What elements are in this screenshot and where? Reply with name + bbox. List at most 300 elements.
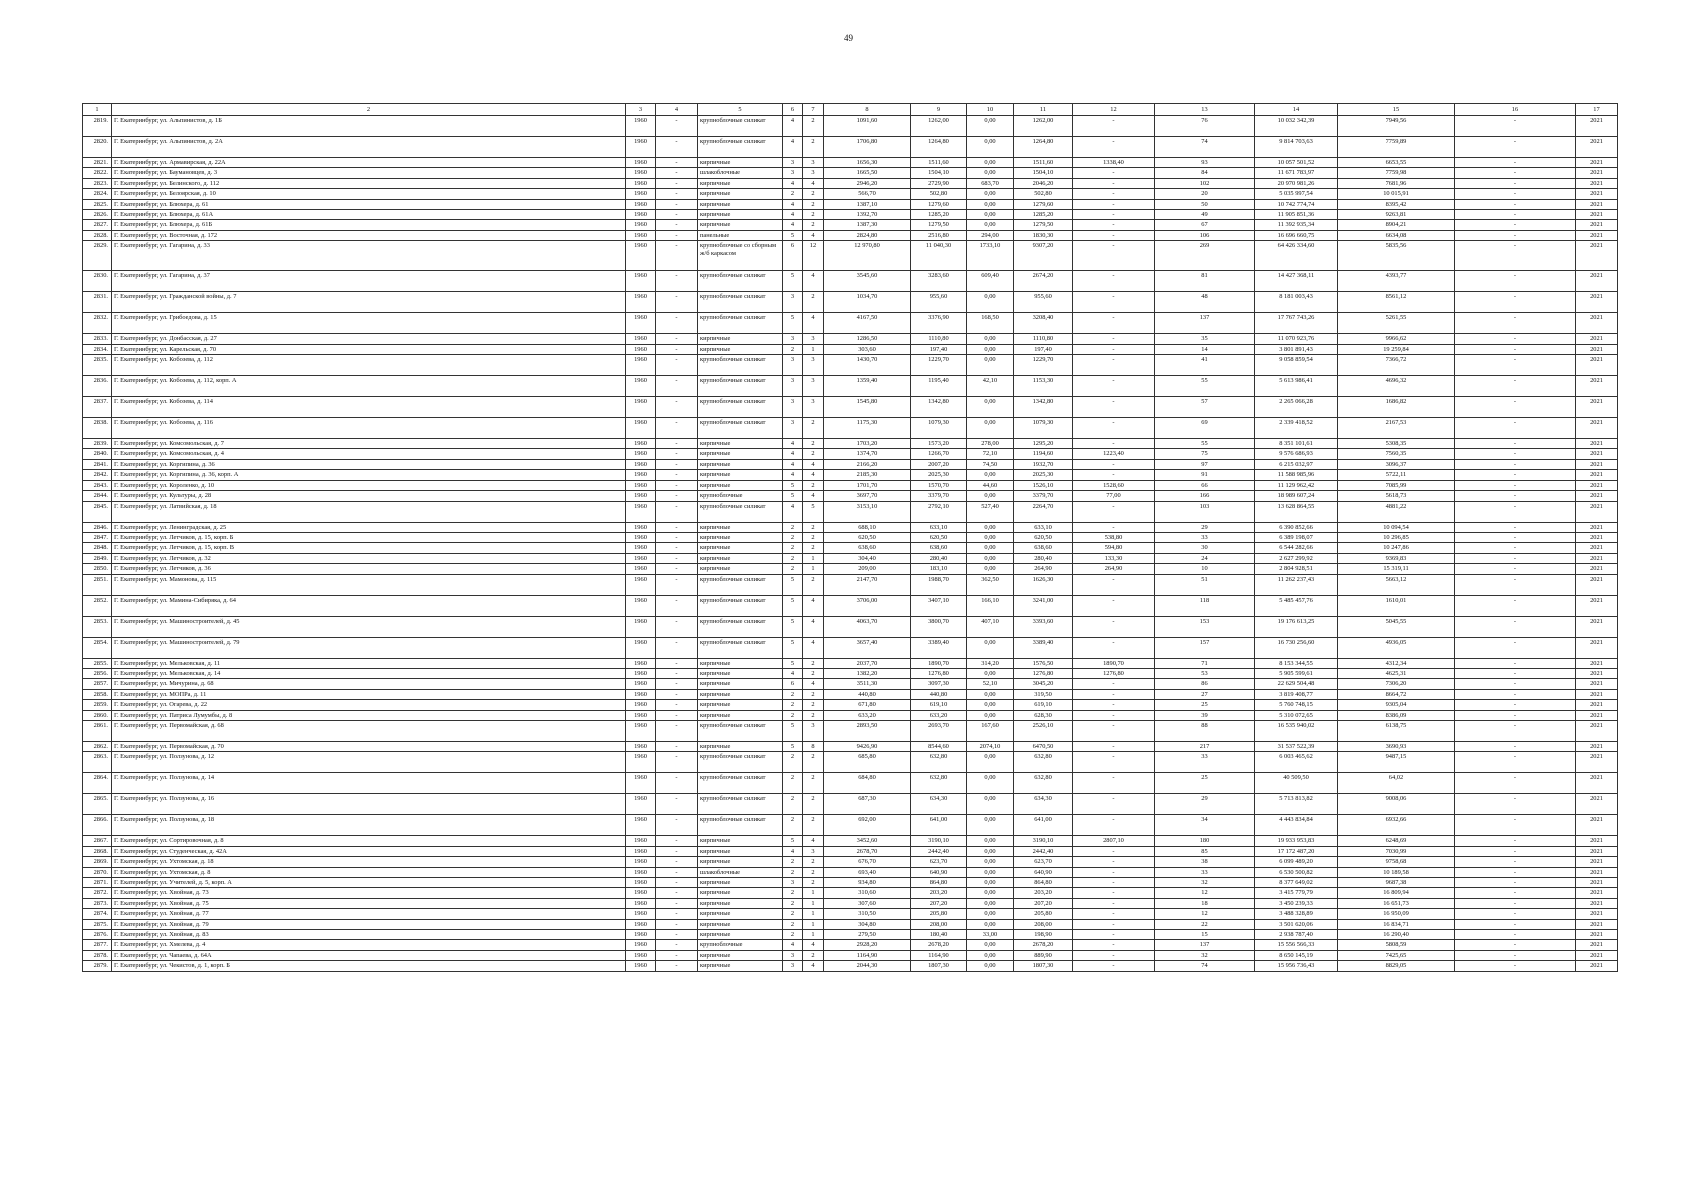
non-residential-area-cell: 609,40 [967, 271, 1014, 292]
unit-cost-cell: 9966,62 [1338, 334, 1455, 344]
total-area-cell: 2678,70 [824, 846, 911, 856]
residents-cell: 38 [1155, 857, 1255, 867]
address-cell: Г. Екатеринбург, ул. Ползунова, д. 12 [112, 752, 626, 773]
total-area-cell: 2185,30 [824, 470, 911, 480]
address-cell: Г. Екатеринбург, ул. Летчиков, д. 32 [112, 553, 626, 563]
wall-material-cell: кирпичные [698, 480, 783, 490]
row-number: 2854. [83, 637, 112, 658]
year-built-cell: 1960 [626, 116, 656, 137]
wall-material-cell: крупноблочные силикат [698, 418, 783, 439]
municipal-area-cell: - [1073, 313, 1155, 334]
year-commissioned-cell: - [656, 491, 698, 501]
repair-cost-cell: 8 153 344,55 [1255, 658, 1338, 668]
residents-cell: 33 [1155, 532, 1255, 542]
address-cell: Г. Екатеринбург, ул. Сортировочная, д. 8 [112, 836, 626, 846]
total-area-cell: 638,60 [824, 543, 911, 553]
municipal-area-cell: - [1073, 595, 1155, 616]
municipal-area-cell: - [1073, 241, 1155, 271]
repair-cost-cell: 11 392 935,34 [1255, 220, 1338, 230]
year-built-cell: 1960 [626, 846, 656, 856]
table-row [83, 637, 1618, 658]
max-cost-cell: - [1455, 158, 1576, 168]
address-cell: Г. Екатеринбург, ул. Кобозева, д. 112, корп. А [112, 376, 626, 397]
wall-material-cell: шлакоблочные [698, 867, 783, 877]
municipal-area-cell: - [1073, 888, 1155, 898]
premises-area-cell: 619,10 [911, 700, 967, 710]
entrances-cell: 2 [803, 210, 824, 220]
residents-cell: 29 [1155, 794, 1255, 815]
unit-cost-cell: 16 290,40 [1338, 930, 1455, 940]
year-built-cell: 1960 [626, 376, 656, 397]
address-cell: Г. Екатеринбург, ул. Мамонова, д. 115 [112, 574, 626, 595]
max-cost-cell: - [1455, 491, 1576, 501]
premises-area-cell: 183,10 [911, 564, 967, 574]
residential-area-cell: 1807,30 [1014, 961, 1073, 971]
row-number: 2867. [83, 836, 112, 846]
entrances-cell: 2 [803, 794, 824, 815]
premises-area-cell: 2678,20 [911, 940, 967, 950]
premises-area-cell: 1266,70 [911, 449, 967, 459]
residents-cell: 217 [1155, 741, 1255, 751]
planned-year-cell: 2021 [1576, 271, 1618, 292]
non-residential-area-cell: 0,00 [967, 815, 1014, 836]
municipal-area-cell: - [1073, 909, 1155, 919]
table-row [83, 919, 1618, 929]
year-built-cell: 1960 [626, 168, 656, 178]
residents-cell: 84 [1155, 168, 1255, 178]
municipal-area-cell: - [1073, 397, 1155, 418]
residents-cell: 14 [1155, 344, 1255, 354]
planned-year-cell: 2021 [1576, 574, 1618, 595]
table-row [83, 720, 1618, 741]
repair-cost-cell: 3 501 620,06 [1255, 919, 1338, 929]
wall-material-cell: кирпичные [698, 689, 783, 699]
residential-area-cell: 640,90 [1014, 867, 1073, 877]
max-cost-cell: - [1455, 689, 1576, 699]
entrances-cell: 5 [803, 501, 824, 522]
floors-cell: 2 [783, 564, 803, 574]
premises-area-cell: 8544,60 [911, 741, 967, 751]
max-cost-cell: - [1455, 950, 1576, 960]
residents-cell: 86 [1155, 679, 1255, 689]
address-cell: Г. Екатеринбург, ул. Кобозева, д. 114 [112, 397, 626, 418]
planned-year-cell: 2021 [1576, 720, 1618, 741]
total-area-cell: 4167,50 [824, 313, 911, 334]
row-number: 2847. [83, 532, 112, 542]
repair-cost-cell: 17 767 743,26 [1255, 313, 1338, 334]
planned-year-cell: 2021 [1576, 930, 1618, 940]
entrances-cell: 3 [803, 334, 824, 344]
column-header: 8 [824, 104, 911, 116]
column-header: 9 [911, 104, 967, 116]
year-commissioned-cell: - [656, 418, 698, 439]
repair-cost-cell: 10 742 774,74 [1255, 199, 1338, 209]
address-cell: Г. Екатеринбург, ул. Короленко, д. 10 [112, 480, 626, 490]
repair-cost-cell: 10 032 342,39 [1255, 116, 1338, 137]
max-cost-cell: - [1455, 292, 1576, 313]
non-residential-area-cell: 0,00 [967, 210, 1014, 220]
municipal-area-cell: - [1073, 501, 1155, 522]
residents-cell: 39 [1155, 710, 1255, 720]
max-cost-cell: - [1455, 961, 1576, 971]
repair-cost-cell: 5 310 072,65 [1255, 710, 1338, 720]
residential-area-cell: 1285,20 [1014, 210, 1073, 220]
non-residential-area-cell: 0,00 [967, 710, 1014, 720]
entrances-cell: 1 [803, 909, 824, 919]
premises-area-cell: 1195,40 [911, 376, 967, 397]
address-cell: Г. Екатеринбург, ул. Ползунова, д. 14 [112, 773, 626, 794]
row-number: 2860. [83, 710, 112, 720]
year-commissioned-cell: - [656, 752, 698, 773]
planned-year-cell: 2021 [1576, 815, 1618, 836]
residential-area-cell: 632,80 [1014, 773, 1073, 794]
municipal-area-cell: - [1073, 857, 1155, 867]
premises-area-cell: 3389,40 [911, 637, 967, 658]
wall-material-cell: кирпичные [698, 532, 783, 542]
premises-area-cell: 205,80 [911, 909, 967, 919]
total-area-cell: 1034,70 [824, 292, 911, 313]
planned-year-cell: 2021 [1576, 888, 1618, 898]
row-number: 2844. [83, 491, 112, 501]
floors-cell: 2 [783, 553, 803, 563]
repair-cost-cell: 3 801 891,43 [1255, 344, 1338, 354]
municipal-area-cell: - [1073, 470, 1155, 480]
address-cell: Г. Екатеринбург, ул. Мамина-Сибиряка, д. 64 [112, 595, 626, 616]
residential-area-cell: 619,10 [1014, 700, 1073, 710]
max-cost-cell: - [1455, 940, 1576, 950]
premises-area-cell: 1570,70 [911, 480, 967, 490]
residents-cell: 32 [1155, 950, 1255, 960]
address-cell: Г. Екатеринбург, ул. Альпинистов, д. 2А [112, 137, 626, 158]
row-number: 2838. [83, 418, 112, 439]
municipal-area-cell: - [1073, 116, 1155, 137]
address-cell: Г. Екатеринбург, ул. Ленинградская, д. 25 [112, 522, 626, 532]
row-number: 2819. [83, 116, 112, 137]
table-row [83, 909, 1618, 919]
premises-area-cell: 633,20 [911, 710, 967, 720]
non-residential-area-cell: 168,50 [967, 313, 1014, 334]
non-residential-area-cell: 407,10 [967, 616, 1014, 637]
planned-year-cell: 2021 [1576, 898, 1618, 908]
address-cell: Г. Екатеринбург, ул. Хвойная, д. 75 [112, 898, 626, 908]
address-cell: Г. Екатеринбург, ул. Студенческая, д. 42А [112, 846, 626, 856]
wall-material-cell: кирпичные [698, 846, 783, 856]
planned-year-cell: 2021 [1576, 334, 1618, 344]
residents-cell: 88 [1155, 720, 1255, 741]
entrances-cell: 2 [803, 522, 824, 532]
municipal-area-cell: - [1073, 752, 1155, 773]
municipal-area-cell: - [1073, 220, 1155, 230]
non-residential-area-cell: 0,00 [967, 752, 1014, 773]
address-cell: Г. Екатеринбург, ул. Первомайская, д. 70 [112, 741, 626, 751]
max-cost-cell: - [1455, 376, 1576, 397]
table-row [83, 199, 1618, 209]
residents-cell: 24 [1155, 553, 1255, 563]
total-area-cell: 1382,20 [824, 668, 911, 678]
entrances-cell: 2 [803, 815, 824, 836]
unit-cost-cell: 8395,42 [1338, 199, 1455, 209]
wall-material-cell: крупноблочные силикат [698, 292, 783, 313]
entrances-cell: 4 [803, 836, 824, 846]
residents-cell: 137 [1155, 313, 1255, 334]
entrances-cell: 2 [803, 668, 824, 678]
premises-area-cell: 1229,70 [911, 355, 967, 376]
table-row [83, 773, 1618, 794]
entrances-cell: 2 [803, 950, 824, 960]
entrances-cell: 2 [803, 574, 824, 595]
entrances-cell: 2 [803, 867, 824, 877]
year-commissioned-cell: - [656, 658, 698, 668]
residential-area-cell: 319,50 [1014, 689, 1073, 699]
municipal-area-cell: - [1073, 878, 1155, 888]
entrances-cell: 4 [803, 940, 824, 950]
max-cost-cell: - [1455, 271, 1576, 292]
entrances-cell: 4 [803, 637, 824, 658]
premises-area-cell: 2729,90 [911, 178, 967, 188]
premises-area-cell: 203,20 [911, 888, 967, 898]
planned-year-cell: 2021 [1576, 710, 1618, 720]
total-area-cell: 1091,60 [824, 116, 911, 137]
premises-area-cell: 2516,80 [911, 230, 967, 240]
floors-cell: 4 [783, 220, 803, 230]
entrances-cell: 2 [803, 857, 824, 867]
row-number: 2821. [83, 158, 112, 168]
floors-cell: 5 [783, 658, 803, 668]
column-header: 10 [967, 104, 1014, 116]
residential-area-cell: 3208,40 [1014, 313, 1073, 334]
unit-cost-cell: 5722,11 [1338, 470, 1455, 480]
table-row [83, 836, 1618, 846]
residents-cell: 74 [1155, 961, 1255, 971]
planned-year-cell: 2021 [1576, 210, 1618, 220]
residents-cell: 180 [1155, 836, 1255, 846]
residential-area-cell: 2678,20 [1014, 940, 1073, 950]
entrances-cell: 2 [803, 752, 824, 773]
residential-area-cell: 1279,60 [1014, 199, 1073, 209]
residents-cell: 76 [1155, 116, 1255, 137]
residential-area-cell: 1932,70 [1014, 459, 1073, 469]
unit-cost-cell: 7425,65 [1338, 950, 1455, 960]
municipal-area-cell: - [1073, 950, 1155, 960]
table-row [83, 271, 1618, 292]
non-residential-area-cell: 0,00 [967, 116, 1014, 137]
wall-material-cell: кирпичные [698, 919, 783, 929]
max-cost-cell: - [1455, 574, 1576, 595]
address-cell: Г. Екатеринбург, ул. Хвойная, д. 77 [112, 909, 626, 919]
residential-area-cell: 1342,80 [1014, 397, 1073, 418]
repair-cost-cell: 6 215 032,97 [1255, 459, 1338, 469]
municipal-area-cell: - [1073, 178, 1155, 188]
row-number: 2845. [83, 501, 112, 522]
table-row [83, 950, 1618, 960]
year-built-cell: 1960 [626, 564, 656, 574]
entrances-cell: 1 [803, 344, 824, 354]
year-commissioned-cell: - [656, 898, 698, 908]
non-residential-area-cell: 0,00 [967, 543, 1014, 553]
year-built-cell: 1960 [626, 773, 656, 794]
planned-year-cell: 2021 [1576, 178, 1618, 188]
residential-area-cell: 1110,80 [1014, 334, 1073, 344]
repair-cost-cell: 6 389 198,07 [1255, 532, 1338, 542]
non-residential-area-cell: 0,00 [967, 919, 1014, 929]
repair-cost-cell: 40 509,50 [1255, 773, 1338, 794]
table-row [83, 334, 1618, 344]
total-area-cell: 2037,70 [824, 658, 911, 668]
table-row [83, 230, 1618, 240]
entrances-cell: 1 [803, 919, 824, 929]
unit-cost-cell: 9263,81 [1338, 210, 1455, 220]
year-built-cell: 1960 [626, 397, 656, 418]
address-cell: Г. Екатеринбург, ул. Летчиков, д. 15, корп. Б [112, 532, 626, 542]
floors-cell: 3 [783, 950, 803, 960]
total-area-cell: 1374,70 [824, 449, 911, 459]
unit-cost-cell: 4312,34 [1338, 658, 1455, 668]
planned-year-cell: 2021 [1576, 700, 1618, 710]
premises-area-cell: 1279,50 [911, 220, 967, 230]
municipal-area-cell: - [1073, 168, 1155, 178]
floors-cell: 2 [783, 867, 803, 877]
max-cost-cell: - [1455, 532, 1576, 542]
year-commissioned-cell: - [656, 459, 698, 469]
floors-cell: 2 [783, 344, 803, 354]
repair-cost-cell: 16 696 660,75 [1255, 230, 1338, 240]
premises-area-cell: 634,30 [911, 794, 967, 815]
floors-cell: 2 [783, 689, 803, 699]
premises-area-cell: 3407,10 [911, 595, 967, 616]
unit-cost-cell: 7085,99 [1338, 480, 1455, 490]
address-cell: Г. Екатеринбург, ул. Ползунова, д. 18 [112, 815, 626, 836]
premises-area-cell: 641,00 [911, 815, 967, 836]
year-built-cell: 1960 [626, 418, 656, 439]
year-built-cell: 1960 [626, 950, 656, 960]
repair-cost-cell: 11 905 851,36 [1255, 210, 1338, 220]
column-header: 12 [1073, 104, 1155, 116]
entrances-cell: 3 [803, 720, 824, 741]
table-row [83, 857, 1618, 867]
municipal-area-cell: 1223,40 [1073, 449, 1155, 459]
residential-area-cell: 955,60 [1014, 292, 1073, 313]
planned-year-cell: 2021 [1576, 857, 1618, 867]
planned-year-cell: 2021 [1576, 158, 1618, 168]
row-number: 2829. [83, 241, 112, 271]
residents-cell: 74 [1155, 137, 1255, 158]
municipal-area-cell: - [1073, 439, 1155, 449]
row-number: 2842. [83, 470, 112, 480]
planned-year-cell: 2021 [1576, 439, 1618, 449]
non-residential-area-cell: 0,00 [967, 199, 1014, 209]
max-cost-cell: - [1455, 522, 1576, 532]
row-number: 2849. [83, 553, 112, 563]
residential-area-cell: 1262,00 [1014, 116, 1073, 137]
residential-area-cell: 264,90 [1014, 564, 1073, 574]
unit-cost-cell: 7366,72 [1338, 355, 1455, 376]
row-number: 2828. [83, 230, 112, 240]
non-residential-area-cell: 0,00 [967, 189, 1014, 199]
unit-cost-cell: 10 015,91 [1338, 189, 1455, 199]
row-number: 2857. [83, 679, 112, 689]
residential-area-cell: 205,80 [1014, 909, 1073, 919]
repair-cost-cell: 2 339 418,52 [1255, 418, 1338, 439]
year-built-cell: 1960 [626, 836, 656, 846]
municipal-area-cell: 538,80 [1073, 532, 1155, 542]
residential-area-cell: 1626,30 [1014, 574, 1073, 595]
total-area-cell: 4063,70 [824, 616, 911, 637]
floors-cell: 4 [783, 178, 803, 188]
residential-area-cell: 1194,60 [1014, 449, 1073, 459]
table-row [83, 220, 1618, 230]
table-row [83, 710, 1618, 720]
year-built-cell: 1960 [626, 241, 656, 271]
repair-cost-cell: 14 427 368,11 [1255, 271, 1338, 292]
year-commissioned-cell: - [656, 741, 698, 751]
municipal-area-cell: - [1073, 773, 1155, 794]
municipal-area-cell: 1890,70 [1073, 658, 1155, 668]
unit-cost-cell: 6932,66 [1338, 815, 1455, 836]
entrances-cell: 2 [803, 878, 824, 888]
residential-area-cell: 633,10 [1014, 522, 1073, 532]
entrances-cell: 2 [803, 137, 824, 158]
year-commissioned-cell: - [656, 313, 698, 334]
year-commissioned-cell: - [656, 700, 698, 710]
repair-cost-cell: 64 426 334,60 [1255, 241, 1338, 271]
column-header: 5 [698, 104, 783, 116]
planned-year-cell: 2021 [1576, 376, 1618, 397]
premises-area-cell: 2007,20 [911, 459, 967, 469]
floors-cell: 4 [783, 199, 803, 209]
unit-cost-cell: 5663,12 [1338, 574, 1455, 595]
table-row [83, 137, 1618, 158]
non-residential-area-cell: 0,00 [967, 961, 1014, 971]
total-area-cell: 1387,30 [824, 220, 911, 230]
total-area-cell: 2147,70 [824, 574, 911, 595]
table-row [83, 116, 1618, 137]
residents-cell: 157 [1155, 637, 1255, 658]
total-area-cell: 671,80 [824, 700, 911, 710]
year-built-cell: 1960 [626, 574, 656, 595]
municipal-area-cell: - [1073, 344, 1155, 354]
residents-cell: 33 [1155, 867, 1255, 877]
non-residential-area-cell: 0,00 [967, 846, 1014, 856]
column-header: 17 [1576, 104, 1618, 116]
year-built-cell: 1960 [626, 158, 656, 168]
residential-area-cell: 203,20 [1014, 888, 1073, 898]
year-commissioned-cell: - [656, 230, 698, 240]
unit-cost-cell: 8386,09 [1338, 710, 1455, 720]
unit-cost-cell: 8829,05 [1338, 961, 1455, 971]
unit-cost-cell: 1686,82 [1338, 397, 1455, 418]
year-commissioned-cell: - [656, 168, 698, 178]
wall-material-cell: кирпичные [698, 668, 783, 678]
residential-area-cell: 1229,70 [1014, 355, 1073, 376]
row-number: 2836. [83, 376, 112, 397]
table-row [83, 480, 1618, 490]
repair-cost-cell: 4 443 834,84 [1255, 815, 1338, 836]
column-header: 16 [1455, 104, 1576, 116]
year-built-cell: 1960 [626, 878, 656, 888]
wall-material-cell: кирпичные [698, 961, 783, 971]
row-number: 2870. [83, 867, 112, 877]
residents-cell: 20 [1155, 189, 1255, 199]
entrances-cell: 4 [803, 679, 824, 689]
planned-year-cell: 2021 [1576, 919, 1618, 929]
max-cost-cell: - [1455, 189, 1576, 199]
floors-cell: 2 [783, 794, 803, 815]
max-cost-cell: - [1455, 637, 1576, 658]
premises-area-cell: 3097,30 [911, 679, 967, 689]
total-area-cell: 1665,50 [824, 168, 911, 178]
year-commissioned-cell: - [656, 334, 698, 344]
non-residential-area-cell: 0,00 [967, 158, 1014, 168]
